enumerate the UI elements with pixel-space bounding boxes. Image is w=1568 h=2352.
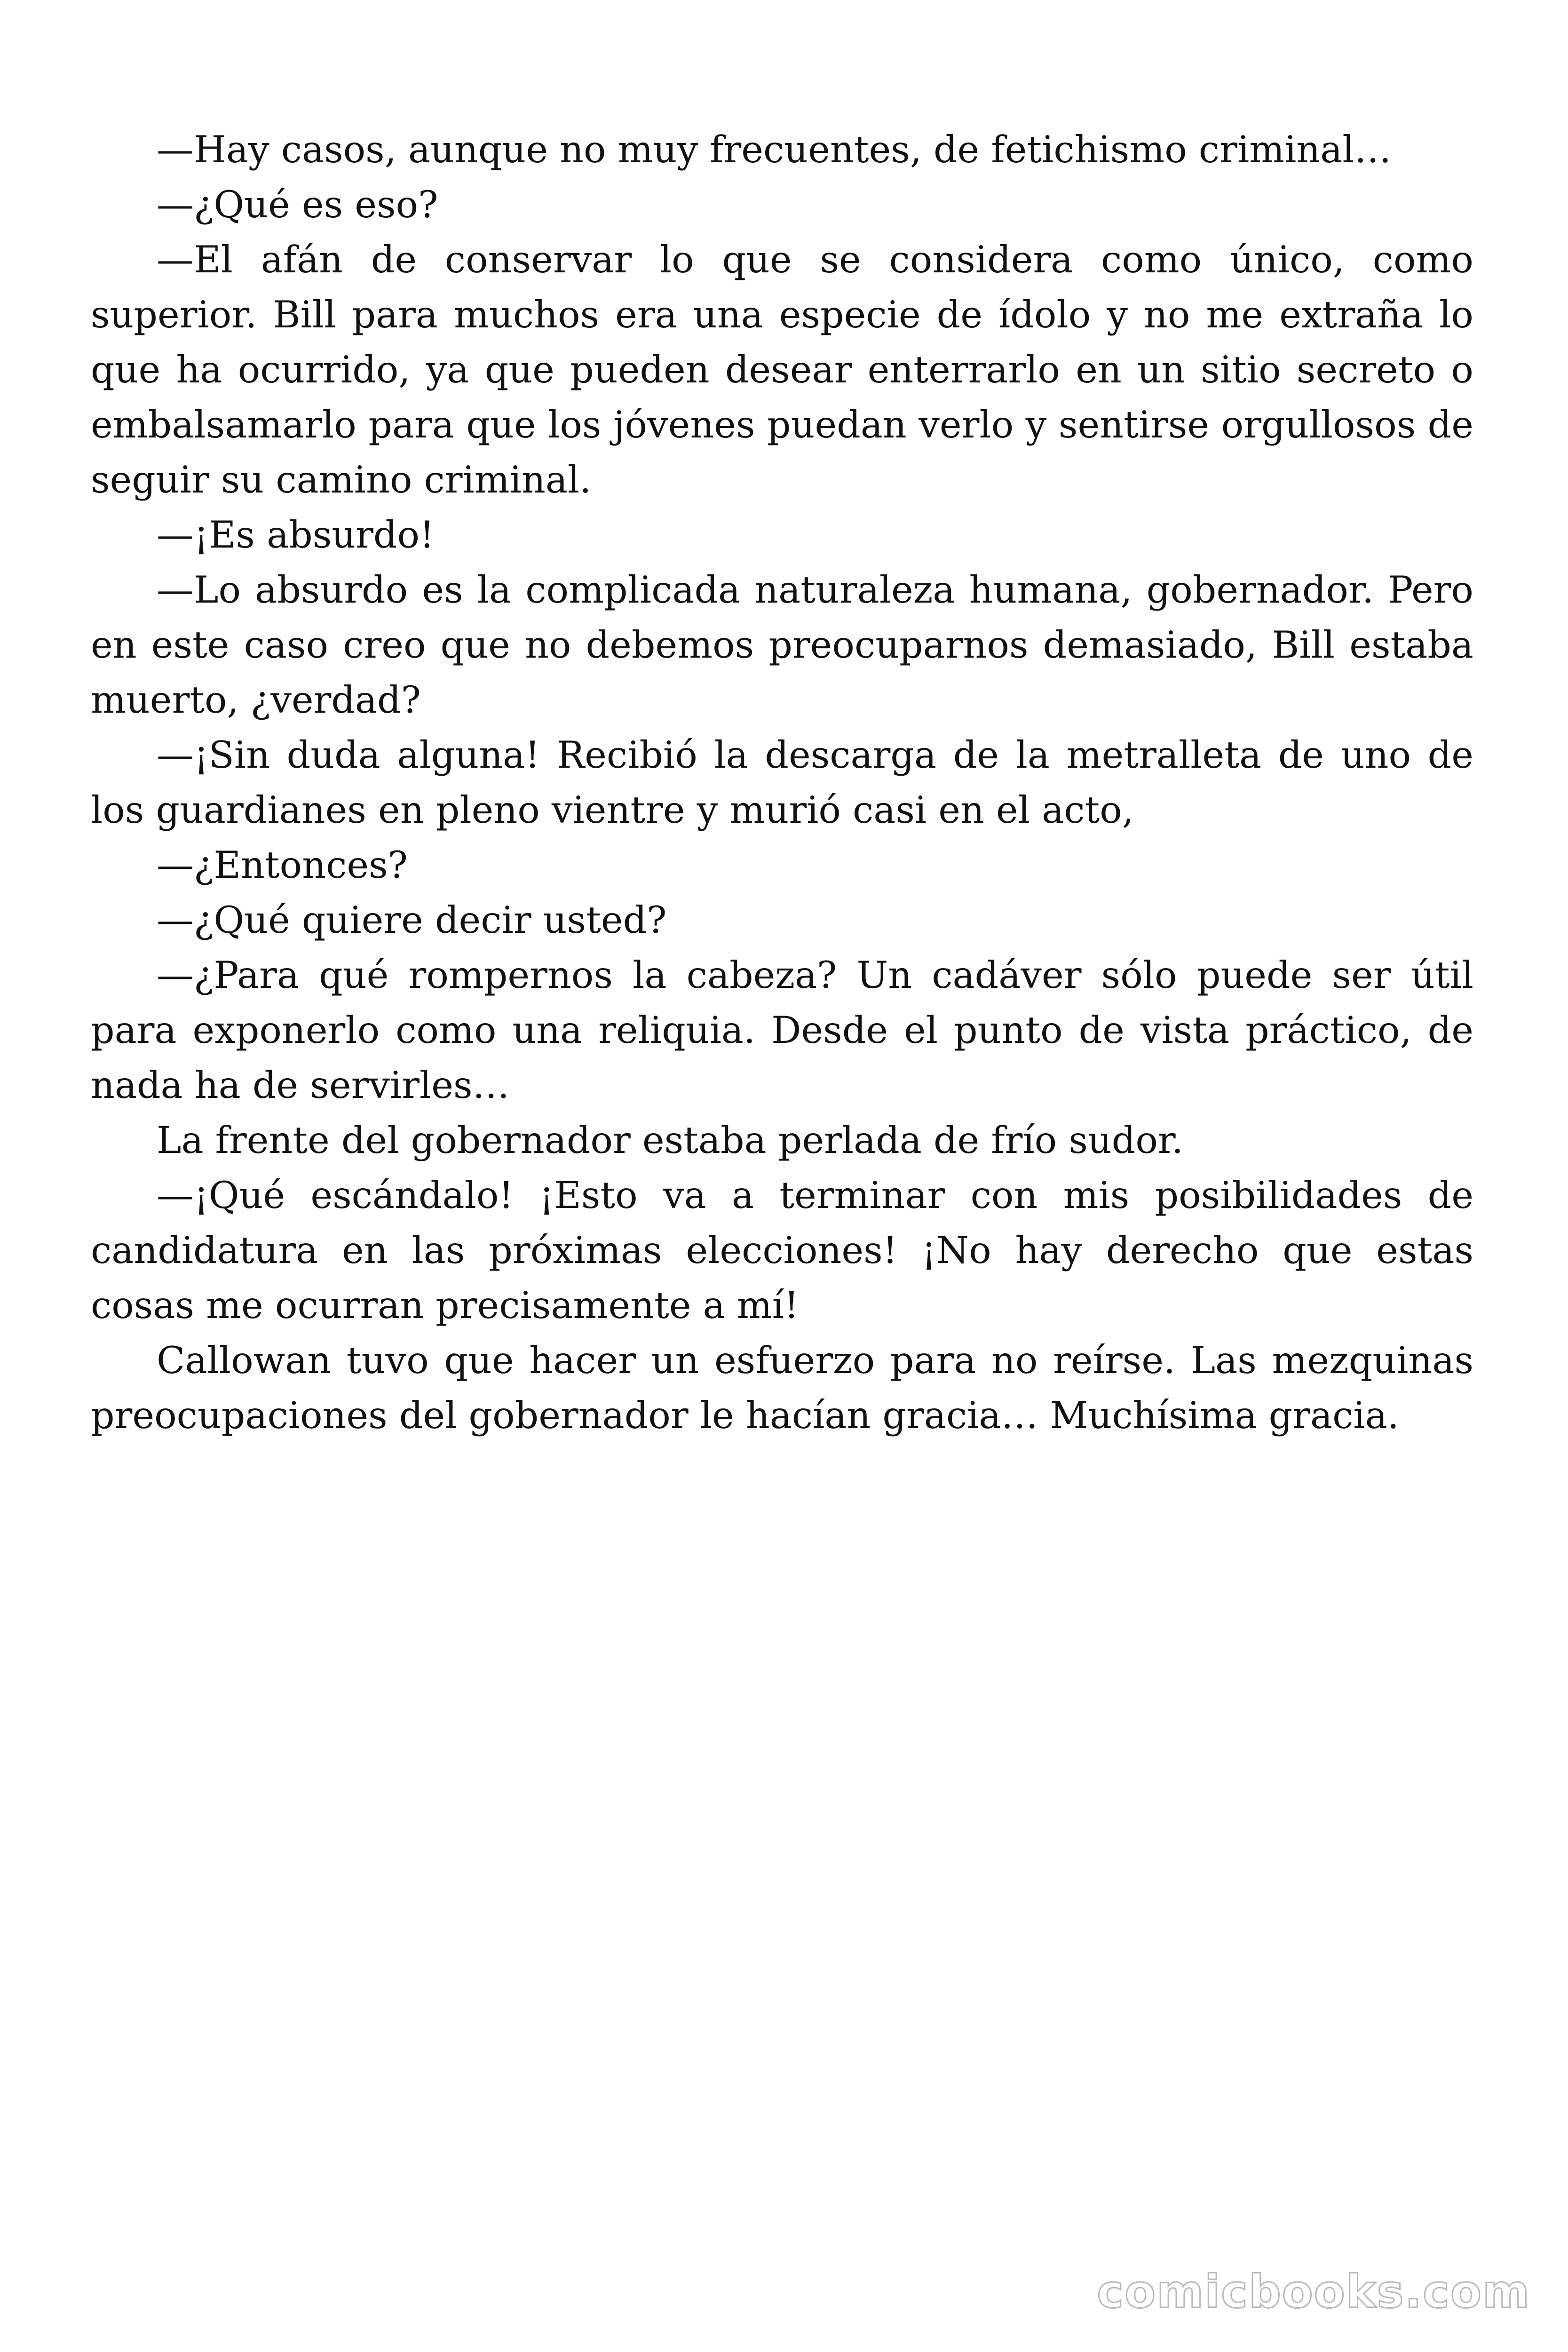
paragraph-6: —¡Sin duda alguna! Recibió la descarga de la metralleta de uno de los guardianes en pleno vientre y murió casi en el acto, (91, 733, 1473, 832)
body-text (91, 122, 1473, 1443)
paragraph-2: —¿Qué es eso? (157, 183, 438, 226)
paragraph-1: —Hay casos, aunque no muy frecuentes, de fetichismo criminal… (157, 128, 1392, 171)
paragraph-8: —¿Qué quiere decir usted? (157, 898, 667, 942)
paragraph-5: —Lo absurdo es la complicada naturaleza humana, gobernador. Pero en este caso creo que no debemos preocuparnos demasiado, Bill estaba muerto, ¿verdad? (91, 568, 1473, 722)
paragraph-12: Callowan tuvo que hacer un esfuerzo para no reírse. Las mezquinas preocupaciones del gobernador le hacían gracia… Muchísima gracia. (91, 1339, 1473, 1437)
paragraph-3: —El afán de conservar lo que se considera como único, como superior. Bill para muchos era una especie de ídolo y no me extraña lo que ha ocurrido, ya que pueden desear enterrarlo en un sitio secreto o embalsamarlo para que los jóvenes puedan verlo y sentirse orgullosos de seguir su camino criminal. (91, 238, 1473, 501)
paragraph-9: —¿Para qué rompernos la cabeza? Un cadáver sólo puede ser útil para exponerlo como una reliquia. Desde el punto de vista práctico, de nada ha de servirles… (91, 954, 1473, 1107)
paragraph-7: —¿Entonces? (157, 843, 408, 887)
paragraph-11: —¡Qué escándalo! ¡Esto va a terminar con mis posibilidades de candidatura en las próximas elecciones! ¡No hay derecho que estas cosas me ocurran precisamente a mí! (91, 1174, 1473, 1327)
watermark: comicbooks.com (1097, 2265, 1530, 2318)
paragraph-4: —¡Es absurdo! (157, 513, 435, 556)
paragraph-10: La frente del gobernador estaba perlada de frío sudor. (157, 1119, 1184, 1162)
